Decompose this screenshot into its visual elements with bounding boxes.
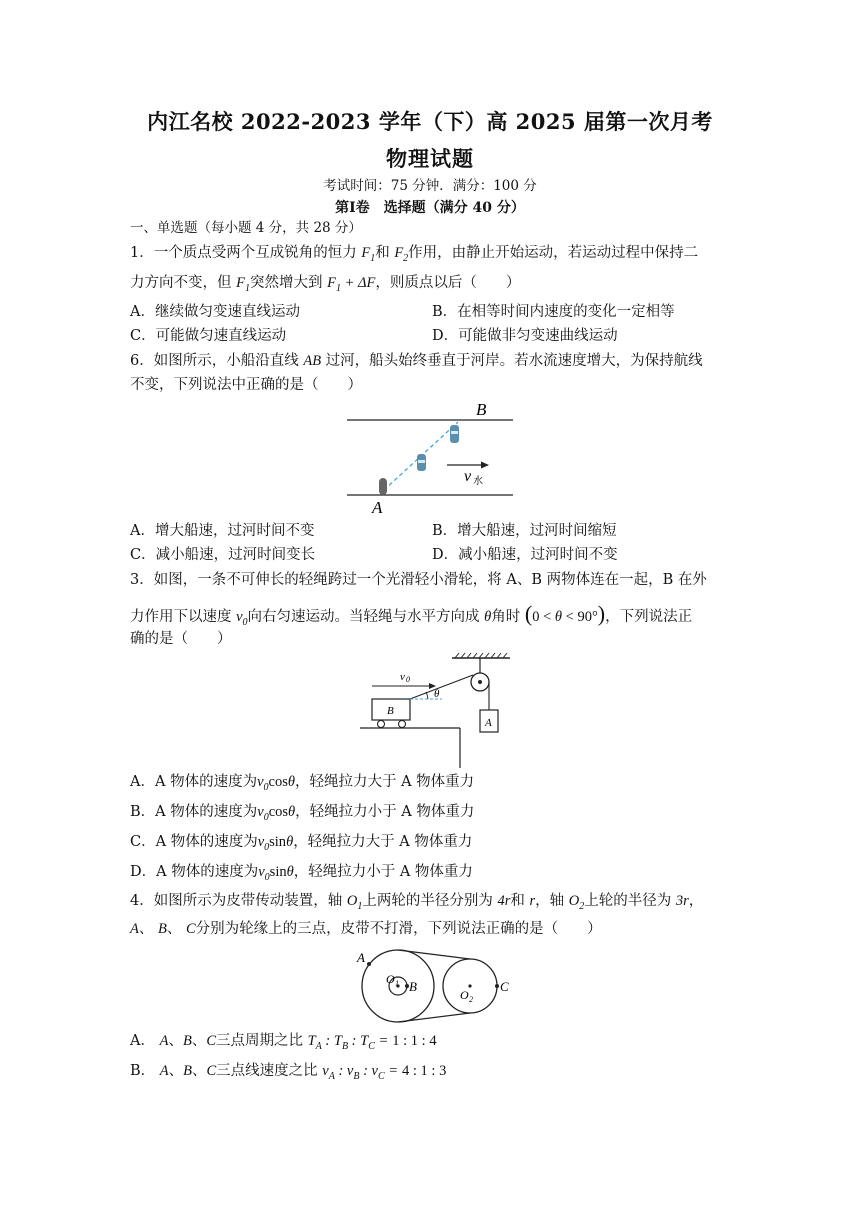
question-number: 1． xyxy=(130,245,154,261)
question-text: 和 xyxy=(375,245,390,261)
question-text: 作用，由静止开始运动，若运动过程中保持二 xyxy=(408,245,699,261)
svg-text:1: 1 xyxy=(395,979,399,988)
math-symbol: B xyxy=(183,1063,192,1079)
math-function: cos xyxy=(268,804,289,820)
figure-label-water: 水 xyxy=(473,476,483,487)
question-3-line-2 xyxy=(130,603,692,628)
option-c: C．可能做匀速直线运动 xyxy=(130,328,287,344)
question-1-line-1 xyxy=(130,246,698,264)
question-4-line-1: 4．如图所示为皮带传动装置，轴 $O_1$上两轮的半径分别为 4r和 r，轴 $O_2$上轮的半径为 3r， xyxy=(130,893,704,912)
option-a xyxy=(130,775,474,793)
question-1-line-2 xyxy=(130,276,520,294)
math-symbol: θ xyxy=(484,609,492,625)
math-symbol: $F_2$ xyxy=(394,245,409,264)
exam-title: 内江名校 2022-2023 学年（下）高 2025 届第一次月考 xyxy=(147,109,713,134)
option-text: 三点线速度之比 xyxy=(216,1063,318,1079)
option-label: A． xyxy=(130,774,155,790)
math-symbol: 4r xyxy=(497,893,511,909)
math-symbol: r xyxy=(529,893,536,909)
math-symbol: B xyxy=(157,921,167,937)
math-symbol: AB xyxy=(303,353,322,369)
question-text: 如图所示为皮带传动装置，轴 xyxy=(153,893,343,909)
pulley-figure xyxy=(360,650,520,768)
option-a: A． A、B、C三点周期之比 $T_A$ : $T_B$ : $T_C = 1$ : 1 : 4 xyxy=(130,1033,437,1052)
option-text: 三点周期之比 xyxy=(215,1033,303,1049)
option-d: D．可能做非匀变速曲线运动 xyxy=(432,328,618,344)
svg-text:2: 2 xyxy=(469,995,473,1004)
option-label: D． xyxy=(130,864,157,880)
math-symbol: C xyxy=(206,1033,216,1049)
math-symbol: $O_2$ xyxy=(568,893,585,912)
question-text: 过河，船头始终垂直于河岸。若水流速度增大，为保持航线 xyxy=(325,353,703,369)
question-number: 6． xyxy=(130,353,154,369)
option-label: B． xyxy=(130,804,156,820)
math-symbol: $v_0$ xyxy=(257,804,269,823)
question-4-line-2 xyxy=(130,922,602,937)
question-number: 4． xyxy=(130,893,154,909)
question-6-line-1 xyxy=(130,354,703,369)
math-symbol: $v_0$ xyxy=(236,609,248,628)
question-text: 、 xyxy=(138,921,154,937)
figure-label-v: v xyxy=(464,468,472,485)
figure-label-b: B xyxy=(476,400,487,419)
question-text: 力作用下以速度 xyxy=(130,609,232,625)
question-3-line-3: 确的是（ ） xyxy=(130,631,232,647)
subject-title: 物理试题 xyxy=(386,146,474,171)
math-symbol: θ xyxy=(286,864,294,880)
option-d: D．减小船速，过河时间不变 xyxy=(432,547,618,563)
belt-drive-figure xyxy=(350,946,520,1026)
question-text: 力方向不变，但 xyxy=(130,275,232,291)
option-d xyxy=(130,865,473,883)
belt-top xyxy=(398,950,470,959)
figure-label-v0: v xyxy=(400,671,405,683)
math-symbol: $v_0$ xyxy=(257,774,269,793)
option-label: B． xyxy=(130,1063,156,1079)
math-symbol: C xyxy=(206,1063,217,1079)
question-text: 角时 xyxy=(491,609,521,625)
option-text: ，轻绳拉力大于 A 物体重力 xyxy=(294,774,475,790)
math-expression: $F_1 + \Delta F$ xyxy=(327,275,376,294)
math-symbol: $v_0$ xyxy=(257,834,270,853)
boat-icon xyxy=(379,478,387,495)
belt-bottom xyxy=(398,1013,470,1022)
math-symbol: $F_1$ xyxy=(236,275,250,294)
section-heading: 第Ⅰ卷 选择题（满分 40 分） xyxy=(335,200,525,216)
figure-label-o1: O xyxy=(386,972,395,986)
math-symbol: θ xyxy=(287,774,295,790)
figure-label-o2: O xyxy=(460,988,469,1002)
math-expression: $T_A$ : $T_B$ : $T_C$ xyxy=(307,1033,375,1052)
option-b: B．在相等时间内速度的变化一定相等 xyxy=(432,304,675,320)
question-text: 上两轮的半径分别为 xyxy=(362,893,493,909)
option-text: ，轻绳拉力小于 A 物体重力 xyxy=(295,804,475,820)
question-text: 上轮的半径为 xyxy=(584,893,672,909)
part-heading: 一、单选题（每小题 4 分，共 28 分） xyxy=(130,220,362,236)
question-text: 如图，一条不可伸长的轻绳跨过一个光滑轻小滑轮，将 A、B 两物体连在一起，B 在外 xyxy=(153,572,707,588)
exam-info: 考试时间：75 分钟．满分：100 分 xyxy=(323,178,537,194)
question-text: 一个质点受两个互成锐角的恒力 xyxy=(153,245,357,261)
figure-label-theta: θ xyxy=(434,688,440,700)
question-3-line-1 xyxy=(130,573,707,588)
question-text: 分别为轮缘上的三点，皮带不打滑，下列说法正确的是（ ） xyxy=(195,921,602,937)
option-b: B．增大船速，过河时间缩短 xyxy=(432,523,617,539)
ratio-value: 4 : 1 : 3 xyxy=(402,1063,447,1079)
math-symbol: C xyxy=(185,921,196,937)
question-text: 突然增大到 xyxy=(249,275,323,291)
figure-label-a: A xyxy=(372,498,383,516)
option-c xyxy=(130,835,472,853)
question-text: 和 xyxy=(510,893,525,909)
svg-text:0: 0 xyxy=(406,675,410,684)
option-a: A．增大船速，过河时间不变 xyxy=(130,523,315,539)
question-text: 、 xyxy=(166,921,182,937)
question-6-line-2: 不变，下列说法中正确的是（ ） xyxy=(130,377,362,393)
figure-label-a: A xyxy=(485,717,492,729)
math-symbol: A xyxy=(159,1033,169,1049)
option-label: C． xyxy=(130,834,156,850)
question-text: 向右匀速运动。当轻绳与水平方向成 xyxy=(247,609,480,625)
math-function: cos xyxy=(268,774,288,790)
ratio-value: 1 : 1 : 4 xyxy=(392,1033,437,1049)
option-text: ，轻绳拉力大于 A 物体重力 xyxy=(293,834,473,850)
option-c: C．减小船速，过河时间变长 xyxy=(130,547,316,563)
math-symbol: B xyxy=(182,1033,192,1049)
figure-label-b: B xyxy=(387,705,394,717)
boat-icon xyxy=(417,454,426,471)
math-function: sin xyxy=(269,864,287,880)
option-label: A． xyxy=(130,1033,155,1049)
question-number: 3． xyxy=(130,572,154,588)
math-symbol: A xyxy=(130,921,139,937)
option-text: ，轻绳拉力小于 A 物体重力 xyxy=(293,864,473,880)
option-text: A 物体的速度为 xyxy=(156,864,259,880)
option-a: A．继续做匀变速直线运动 xyxy=(130,304,300,320)
option-text: A 物体的速度为 xyxy=(154,774,258,790)
river-boat-figure xyxy=(340,398,520,516)
question-text: ，则质点以后（ ） xyxy=(375,275,521,291)
option-b xyxy=(130,805,474,823)
math-function: sin xyxy=(269,834,287,850)
boat-icon xyxy=(450,425,459,443)
question-text: ，轴 xyxy=(535,893,565,909)
math-symbol: θ xyxy=(288,804,296,820)
option-text: A 物体的速度为 xyxy=(155,834,258,850)
math-expression: (0 < θ < 90°) xyxy=(524,601,606,626)
option-text: A 物体的速度为 xyxy=(155,804,258,820)
question-text: 如图所示，小船沿直线 xyxy=(153,353,299,369)
math-symbol: $F_1$ xyxy=(361,245,376,264)
math-symbol: 3r xyxy=(675,893,689,909)
option-b: B． A、B、C三点线速度之比 $v_A$ : $v_B$ : $v_C = 4$ : 1 : 3 xyxy=(130,1063,447,1082)
figure-label-a: A xyxy=(357,950,365,965)
question-text: ，下列说法正 xyxy=(605,609,693,625)
math-symbol: A xyxy=(159,1063,169,1079)
math-symbol: θ xyxy=(286,834,294,850)
math-symbol: $v_0$ xyxy=(258,864,270,883)
math-expression: $v_A$ : $v_B$ : $v_C$ xyxy=(322,1063,385,1082)
math-symbol: $O_1$ xyxy=(346,893,363,912)
figure-label-b: B xyxy=(409,979,417,994)
figure-label-c: C xyxy=(500,979,509,994)
